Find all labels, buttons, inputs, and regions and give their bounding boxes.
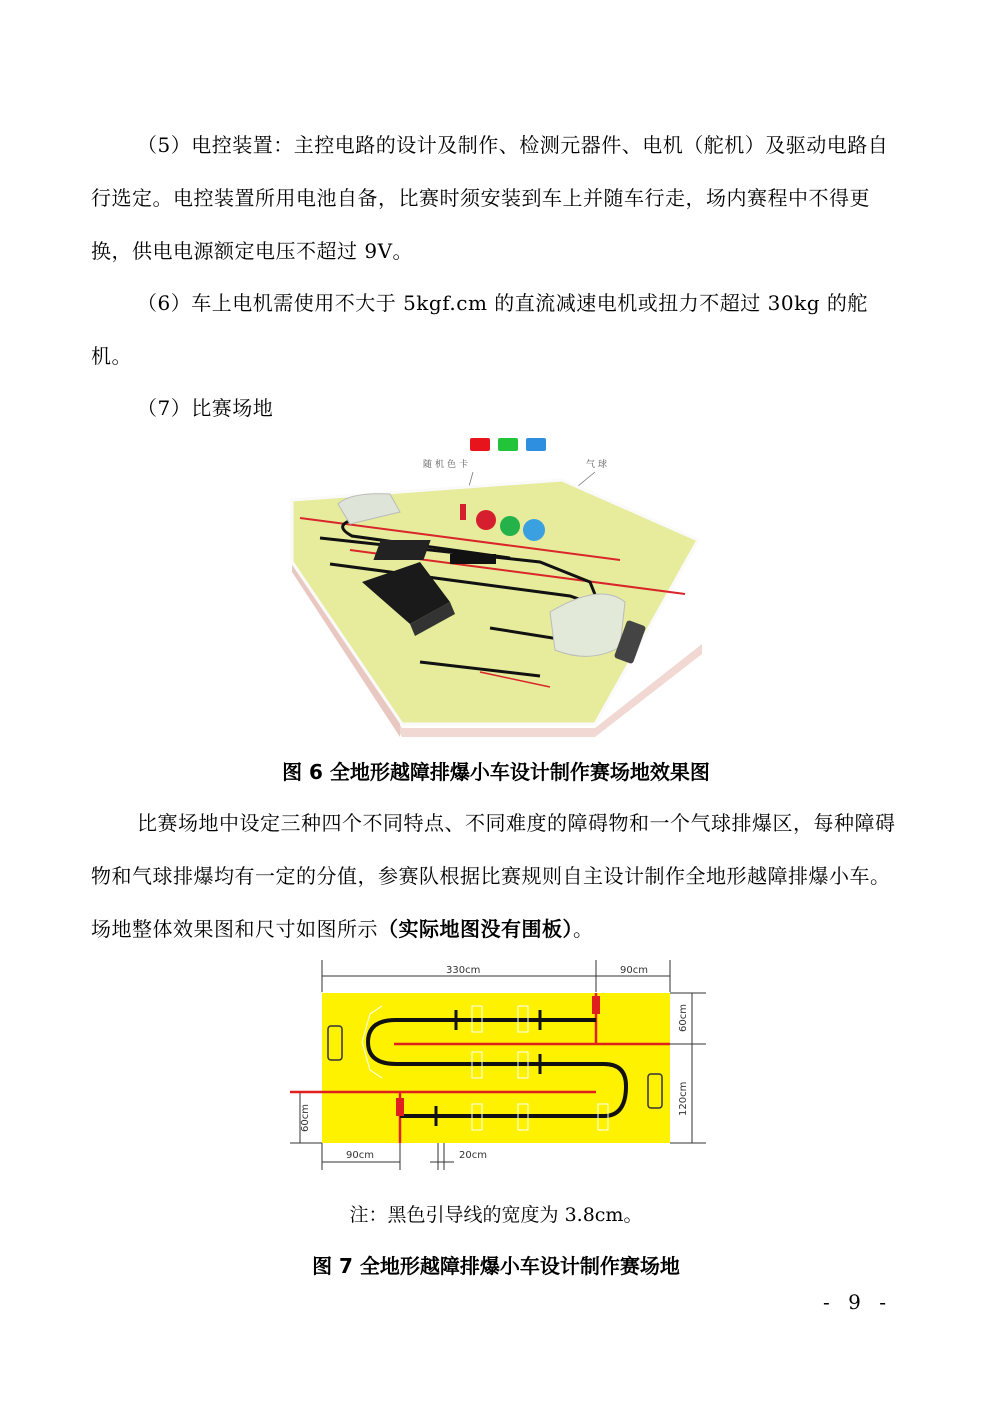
intro-text: 比赛场地中设定三种四个不同特点、不同难度的障碍物和一个气球排爆区，每种障碍物和气球排爆均有一定的分值，参赛队根据比赛规则自主设计制作全地形越障排爆小车。场地整体效果图和尺寸如图所示 [91, 811, 896, 941]
paragraph-field-heading: （7）比赛场地 [137, 396, 274, 420]
dim-90cm-bottom: 90cm [346, 1150, 374, 1161]
page-number: - 9 - [823, 1290, 892, 1314]
logo-right [648, 1074, 662, 1108]
label-balloon: 气球 [586, 460, 611, 470]
color-card-green [498, 438, 518, 451]
figure-7-note: 注：黑色引导线的宽度为 3.8cm。 [349, 1204, 643, 1226]
balloon-blue [523, 519, 545, 541]
color-card-red [470, 438, 490, 451]
intro-end: 。 [573, 917, 594, 941]
balloon-red [476, 510, 496, 530]
dim-60cm-right: 60cm [678, 1004, 689, 1032]
dim-20cm: 20cm [459, 1150, 487, 1161]
color-card-blue [526, 438, 546, 451]
figure-7-field-diagram [286, 956, 708, 1172]
figure-6-caption: 图 6 全地形越障排爆小车设计制作赛场地效果图 [282, 760, 710, 784]
figure-7-caption: 图 7 全地形越障排爆小车设计制作赛场地 [312, 1254, 680, 1278]
paragraph-motor: （6）车上电机需使用不大于 5kgf.cm 的直流减速电机或扭力不超过 30kg 的舵机。 [91, 291, 868, 368]
dim-90cm-top: 90cm [620, 965, 648, 976]
figure-6-field-photo [290, 432, 702, 740]
dim-120cm-right: 120cm [678, 1081, 689, 1116]
intro-bold-text: （实际地图没有围板） [378, 917, 573, 941]
logo-left [328, 1026, 342, 1060]
paragraph-field-intro [91, 797, 901, 956]
dim-60cm-left: 60cm [300, 1104, 311, 1132]
dim-330cm: 330cm [446, 965, 481, 976]
label-color-card: 随机色卡 [423, 460, 472, 470]
paragraph-electric-control: （5）电控装置：主控电路的设计及制作、检测元器件、电机（舵机）及驱动电路自行选定。电控装置所用电池自备，比赛时须安装到车上并随车行走，场内赛程中不得更换，供电电源额定电压不超过 9V。 [91, 133, 889, 263]
balloon-green [500, 516, 520, 536]
